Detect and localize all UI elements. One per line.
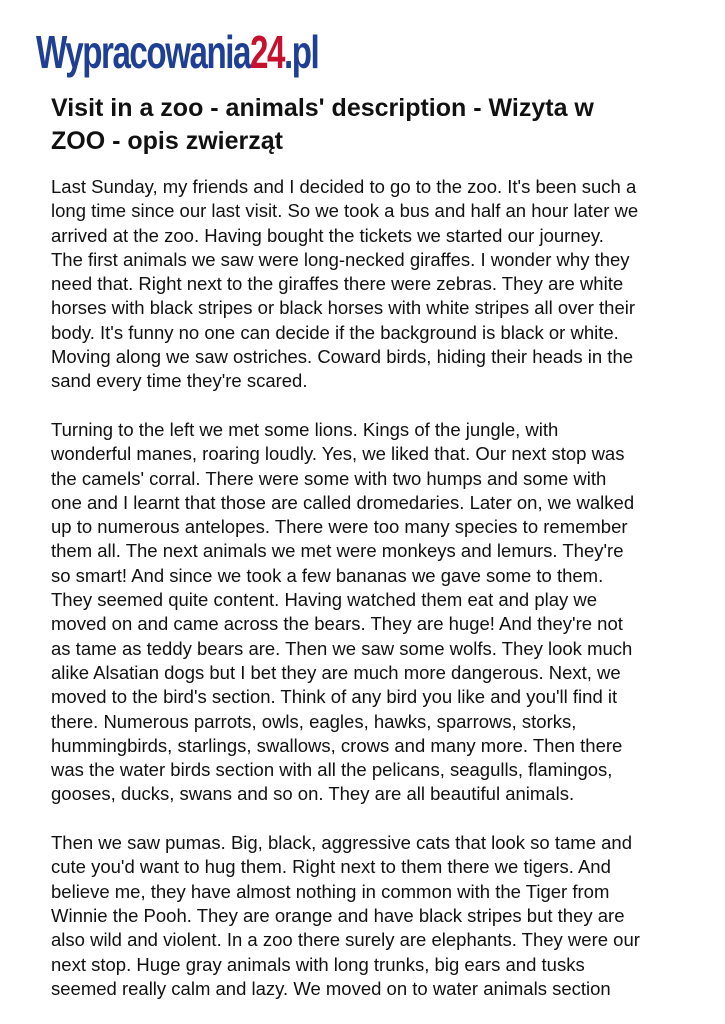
- paragraph-line: was the water birds section with all the pelicans, seagulls, flamingos,: [51, 759, 613, 781]
- paragraph: [51, 175, 681, 394]
- paragraph-spacer: [51, 807, 681, 831]
- paragraph-line: moved on and came across the bears. They are huge! And they're not: [51, 613, 623, 635]
- paragraph-line: gooses, ducks, swans and so on. They are all beautiful animals.: [51, 783, 575, 805]
- logo-text-number: 24: [250, 26, 284, 78]
- paragraph-line: Winnie the Pooh. They are orange and have black stripes but they are: [51, 904, 625, 926]
- paragraph-line: cute you'd want to hug them. Right next to them there we tigers. And: [51, 856, 611, 878]
- logo-text-domain: .pl: [283, 26, 319, 78]
- paragraph-line: as tame as teddy bears are. Then we saw some wolfs. They look much: [51, 637, 633, 659]
- paragraph-line: long time since our last visit. So we took a bus and half an hour later we: [51, 200, 639, 222]
- site-logo[interactable]: [36, 22, 318, 82]
- article-body: [51, 175, 681, 1001]
- paragraph-line: the camels' corral. There were some with two humps and some with: [51, 467, 607, 489]
- paragraph-line: Last Sunday, my friends and I decided to go to the zoo. It's been such a: [51, 176, 637, 197]
- paragraph-line: wonderful manes, roaring loudly. Yes, we liked that. Our next stop was: [51, 443, 625, 465]
- paragraph-line: They seemed quite content. Having watched them eat and play we: [51, 589, 598, 611]
- paragraph: [51, 418, 681, 807]
- logo-text-main: Wypracowania: [36, 26, 251, 78]
- title-line-2: ZOO - opis zwierząt: [51, 127, 283, 155]
- paragraph-line: need that. Right next to the giraffes there were zebras. They are white: [51, 273, 624, 295]
- paragraph-line: arrived at the zoo. Having bought the tickets we started our journey.: [51, 224, 604, 246]
- paragraph: [51, 831, 681, 1001]
- paragraph-line: Moving along we saw ostriches. Coward birds, hiding their heads in the: [51, 346, 634, 368]
- paragraph-line: Then we saw pumas. Big, black, aggressive cats that look so tame and: [51, 832, 632, 854]
- page-title: [51, 92, 691, 158]
- paragraph-line: also wild and violent. In a zoo there surely are elephants. They were our: [51, 929, 640, 951]
- paragraph-line: believe me, they have almost nothing in common with the Tiger from: [51, 880, 610, 902]
- paragraph-line: moved to the bird's section. Think of any bird you like and you'll find it: [51, 686, 618, 708]
- paragraph-line: horses with black stripes or black horses with white stripes all over their: [51, 297, 636, 319]
- paragraph-line: hummingbirds, starlings, swallows, crows and many more. Then there: [51, 734, 623, 756]
- paragraph-spacer: [51, 394, 681, 418]
- paragraph-line: next stop. Huge gray animals with long trunks, big ears and tusks: [51, 953, 585, 975]
- paragraph-line: up to numerous antelopes. There were too many species to remember: [51, 516, 628, 538]
- paragraph-line: sand every time they're scared.: [51, 370, 308, 392]
- paragraph-line: The first animals we saw were long-necked giraffes. I wonder why they: [51, 248, 630, 270]
- title-line-1: Visit in a zoo - animals' description - Wizyta w: [51, 94, 594, 122]
- paragraph-line: there. Numerous parrots, owls, eagles, hawks, sparrows, storks,: [51, 710, 577, 732]
- paragraph-line: alike Alsatian dogs but I bet they are much more dangerous. Next, we: [51, 661, 621, 683]
- paragraph-line: body. It's funny no one can decide if the background is black or white.: [51, 321, 619, 343]
- paragraph-line: Turning to the left we met some lions. Kings of the jungle, with: [51, 418, 559, 440]
- paragraph-line: so smart! And since we took a few bananas we gave some to them.: [51, 564, 604, 586]
- paragraph-line: seemed really calm and lazy. We moved on to water animals section: [51, 977, 611, 999]
- paragraph-line: one and I learnt that those are called dromedaries. Later on, we walked: [51, 491, 635, 513]
- paragraph-line: them all. The next animals we met were monkeys and lemurs. They're: [51, 540, 624, 562]
